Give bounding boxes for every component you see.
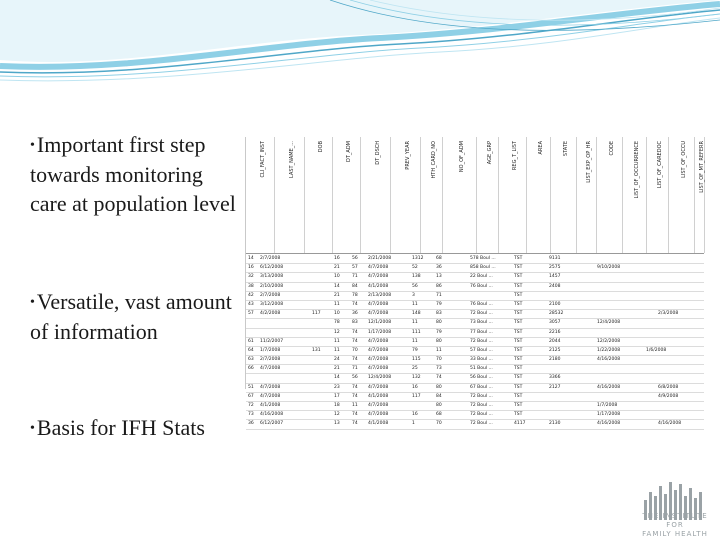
table-row [246,329,704,338]
table-cell: 36 [248,421,254,427]
table-cell: 4/7/2008 [368,301,389,307]
table-cell: 4/1/2008 [368,393,389,399]
table-cell: 21 [334,292,340,298]
table-row [246,374,704,383]
table-row [246,365,704,374]
header-label: PREV_YEAR [405,141,411,170]
table-cell: 14 [334,283,340,289]
table-cell: 74 [352,412,358,418]
header-cell [526,137,551,253]
table-cell: 11 [412,320,418,326]
table-cell: 33 Boul ... [470,357,493,363]
table-cell: 858 Boul ... [470,265,496,271]
table-cell: 1457 [549,274,561,280]
table-cell: 4/7/2008 [368,338,389,344]
table-row [246,393,704,402]
table-cell: 2130 [549,421,561,427]
table-cell: 2/7/2008 [260,357,281,363]
table-cell: TST [514,301,523,307]
table-cell: 115 [412,357,421,363]
header-cell [304,137,333,253]
table-cell: 16 [412,384,418,390]
header-label: HTH_CARD_NO [431,141,437,179]
bullet-dot-icon: • [30,421,35,436]
table-cell: 3 [412,292,415,298]
table-cell: TST [514,338,523,344]
table-cell: 86 [436,283,442,289]
table-cell: 73 [436,366,442,372]
table-cell: 83 [436,311,442,317]
table-cell: 67 Boul ... [470,384,493,390]
table-cell: 3/13/2008 [260,274,284,280]
bullet-item-1: •Important first step towards monitoring care at population level [30,132,236,216]
header-cell [476,137,499,253]
table-cell: 4/7/2008 [368,412,389,418]
table-cell: 72 Boul ... [470,403,493,408]
header-label: STATE [563,141,569,157]
table-cell: 52 [412,265,418,271]
table-cell: 1/7/2008 [260,347,281,353]
table-cell: 6/8/2008 [658,384,679,390]
table-cell: 11 [436,347,442,353]
table-cell: TST [514,412,523,418]
table-cell: 79 [436,329,442,335]
table-cell: 11/2/2007 [260,338,284,344]
spreadsheet-screenshot [245,137,705,427]
table-cell: 2575 [549,265,561,271]
table-cell: 132 [412,375,421,381]
table-cell: 578 Boul ... [470,256,496,261]
header-cell [668,137,695,253]
table-cell: 80 [436,320,442,326]
table-cell: 38 [248,283,254,289]
table-row [246,411,704,420]
table-cell: 70 [436,421,442,427]
bullet-dot-icon: • [30,295,35,310]
ifh-logo-text: THE INSTITUTE FOR FAMILY HEALTH [642,512,708,538]
table-cell: 1/7/2008 [597,403,618,408]
header-label: LAST_NAME_... [289,141,295,178]
table-cell: 63 [248,357,254,363]
table-row [246,384,704,393]
table-cell: 74 [436,375,442,381]
table-cell: 4/2/2008 [260,311,281,317]
header-wave-decoration [0,0,720,90]
table-cell: 51 [248,384,254,390]
table-cell: 1/6/2008 [646,347,667,353]
header-label: AGE_GRP [487,141,493,165]
header-cell [646,137,669,253]
table-cell: 4/7/2008 [368,403,389,408]
table-cell: 16 [248,265,254,271]
table-cell: 10 [334,274,340,280]
table-cell: 71 [352,274,358,280]
table-cell: 14 [334,375,340,381]
table-cell: 80 [436,338,442,344]
header-cell [694,137,705,253]
table-cell: 84 [436,393,442,399]
table-cell: 23 [334,384,340,390]
header-cell [274,137,305,253]
table-cell: 56 [412,283,418,289]
table-cell: 3366 [549,375,561,381]
table-cell: 138 [412,274,421,280]
header-label: AREA [538,141,544,155]
table-cell: 78 [334,320,340,326]
table-cell: 57 [352,265,358,271]
table-cell: 11 [334,347,340,353]
table-cell: TST [514,375,523,381]
table-cell: 16 [412,412,418,418]
table-cell: 4/16/2008 [597,384,621,390]
table-cell: 72 Boul ... [470,393,493,399]
table-cell: 71 [352,366,358,372]
table-cell: TST [514,274,523,280]
table-cell: 2216 [549,329,561,335]
table-cell: 67 [248,393,254,399]
table-cell: 78 [352,292,358,298]
table-cell: 4/1/2008 [260,403,281,408]
table-cell: TST [514,366,523,372]
table-cell: 79 [436,301,442,307]
table-row [246,292,704,301]
table-cell: 84 [352,283,358,289]
header-cell [420,137,443,253]
table-row [246,356,704,365]
header-label: NO_OF_ADM [459,141,465,173]
table-cell: 3/12/2008 [260,301,284,307]
table-cell: 72 [248,403,254,408]
header-label: LIST_OF_OCCU [681,141,687,178]
table-cell: 32 [248,274,254,280]
table-cell: 43 [248,301,254,307]
table-cell: 4/7/2008 [368,357,389,363]
table-cell: 76 Boul ... [470,301,493,307]
table-cell: 77 Boul ... [470,329,493,335]
table-cell: 4/7/2008 [368,366,389,372]
table-cell: 10 [334,311,340,317]
table-cell: 13 [436,274,442,280]
table-cell: 12 [334,412,340,418]
table-cell: 18 [334,403,340,408]
table-cell: 79 [412,347,418,353]
table-cell: 70 [352,347,358,353]
table-cell: 1/22/2008 [597,347,621,353]
table-cell: 111 [412,329,421,335]
table-row [246,283,704,292]
table-cell: 13 [334,421,340,427]
table-cell: TST [514,403,523,408]
table-cell: 2127 [549,384,561,390]
table-row [246,347,704,356]
table-cell: 4/16/2008 [260,412,284,418]
table-cell: TST [514,393,523,399]
header-label: CLI_FACT_INST [260,141,266,178]
table-cell: 72 Boul ... [470,412,493,418]
table-cell: 2/7/2008 [260,292,281,298]
table-cell: 72 Boul ... [470,311,493,317]
bullet-item-2: •Versatile, vast amount of information [30,289,232,344]
table-cell: 25 [412,366,418,372]
table-cell: TST [514,283,523,289]
spreadsheet-grid [246,255,704,430]
table-cell: 74 [352,357,358,363]
header-cell [390,137,421,253]
table-cell: 66 [248,366,254,372]
table-cell: 74 [352,393,358,399]
table-cell: 11 [412,338,418,344]
table-cell: 74 [352,329,358,335]
table-cell: 6/12/2008 [260,265,284,271]
table-cell: 1/17/2008 [368,329,392,335]
table-cell: 2/7/2008 [260,256,281,261]
table-cell: 2125 [549,347,561,353]
table-cell: 70 [436,357,442,363]
table-cell: 72 Boul ... [470,421,493,427]
table-cell: 1312 [412,256,424,261]
table-row [246,255,704,264]
table-cell: 83 [352,320,358,326]
table-cell: 4/7/2008 [368,347,389,353]
table-cell: 57 [248,311,254,317]
header-label: LIST_OF_MT_REFERR [699,141,705,193]
table-cell: 4/9/2008 [658,393,679,399]
table-cell: 1/17/2008 [597,412,621,418]
table-cell: 74 [352,384,358,390]
table-cell: 4/1/2008 [368,283,389,289]
table-cell: 2/13/2008 [368,292,392,298]
table-cell: 76 Boul ... [470,283,493,289]
table-cell: 14 [248,256,254,261]
table-cell: 2408 [549,283,561,289]
table-cell: 9/10/2008 [597,265,621,271]
table-cell: 4/16/2008 [658,421,682,427]
table-cell: 74 [352,421,358,427]
table-cell: TST [514,256,523,261]
table-cell: 4/7/2008 [260,366,281,372]
table-row [246,301,704,310]
table-row [246,264,704,273]
header-label: REG_T_LIST [512,141,518,171]
table-cell: 21 [334,265,340,271]
header-label: CODE [609,141,615,156]
table-cell: TST [514,265,523,271]
table-cell: 12 [334,329,340,335]
header-cell [550,137,577,253]
table-cell: 2/10/2008 [260,283,284,289]
table-cell: TST [514,320,523,326]
table-cell: 73 [248,412,254,418]
table-cell: 117 [312,311,321,317]
table-cell: 4/16/2008 [597,421,621,427]
header-label: LIST_OF_OCCURRENCE [634,141,640,199]
table-cell: 12/4/2008 [368,375,392,381]
table-cell: 74 [352,301,358,307]
table-cell: 117 [412,393,421,399]
header-label: LIST_EXP_OP_HR [586,141,592,183]
table-cell: 17 [334,393,340,399]
table-cell: 4/1/2008 [368,421,389,427]
table-cell: 2044 [549,338,561,344]
table-cell: 9131 [549,256,561,261]
table-cell: 56 Boul ... [470,375,493,381]
table-cell: 56 [352,375,358,381]
table-cell: 61 [248,338,254,344]
table-cell: 21 [334,366,340,372]
table-cell: 51 Boul ... [470,366,493,372]
table-cell: 72 Boul ... [470,338,493,344]
table-row [246,319,704,328]
table-cell: 12/4/2008 [597,320,621,326]
table-cell: 80 [436,384,442,390]
table-cell: 68 [436,256,442,261]
bullet-item-3: •Basis for IFH Stats [30,415,205,440]
table-cell: 148 [412,311,421,317]
table-cell: 11 [352,403,358,408]
table-cell: 28532 [549,311,564,317]
table-cell: TST [514,357,523,363]
table-cell: 57 Boul ... [470,347,493,353]
table-cell: 4/7/2008 [368,384,389,390]
table-cell: 4/7/2008 [368,265,389,271]
header-cell [498,137,527,253]
table-cell: 16 [334,256,340,261]
table-cell: 4/7/2008 [368,274,389,280]
table-cell: 11 [334,301,340,307]
table-row [246,273,704,282]
table-cell: 42 [248,292,254,298]
table-cell: 36 [436,265,442,271]
table-cell: 2100 [549,301,561,307]
table-cell: 4/7/2008 [260,393,281,399]
header-cell [596,137,623,253]
table-cell: 71 [436,292,442,298]
table-cell: 2/21/2008 [368,256,392,261]
table-cell: 3057 [549,320,561,326]
table-cell: 11 [334,338,340,344]
header-label: DT_ADM [346,141,352,162]
table-cell: 12/1/2008 [368,320,392,326]
bullet-dot-icon: • [30,138,35,153]
table-cell: 4117 [514,421,526,427]
table-cell: 2180 [549,357,561,363]
table-cell: 74 [352,338,358,344]
table-cell: 36 [352,311,358,317]
table-cell: 64 [248,347,254,353]
header-label: LIST_OF_CAREDOC [657,141,663,189]
table-cell: TST [514,384,523,390]
table-cell: 22 Boul ... [470,274,493,280]
header-cell [442,137,477,253]
header-cell [576,137,597,253]
table-cell: 80 [436,403,442,408]
table-cell: 4/16/2008 [597,357,621,363]
header-cell [622,137,647,253]
spreadsheet-header-row [246,137,704,254]
table-cell: 4/7/2008 [368,311,389,317]
table-cell: TST [514,347,523,353]
table-cell: 73 Boul ... [470,320,493,326]
header-label: DOB [318,141,324,153]
table-cell: 56 [352,256,358,261]
table-cell: 4/7/2008 [260,384,281,390]
table-cell: 6/12/2007 [260,421,284,427]
header-cell [246,137,275,253]
table-cell: 2/3/2008 [658,311,679,317]
table-row [246,420,704,429]
table-cell: TST [514,329,523,335]
table-cell: 131 [312,347,321,353]
header-label: DT_DSCH [375,141,381,165]
table-row [246,310,704,319]
table-cell: TST [514,311,523,317]
table-cell: TST [514,292,523,298]
table-cell: 24 [334,357,340,363]
table-row [246,402,704,411]
header-cell [332,137,361,253]
table-cell: 11 [412,301,418,307]
table-cell: 1 [412,421,415,427]
table-cell: 68 [436,412,442,418]
table-cell: 12/2/2008 [597,338,621,344]
table-row [246,338,704,347]
header-cell [360,137,391,253]
